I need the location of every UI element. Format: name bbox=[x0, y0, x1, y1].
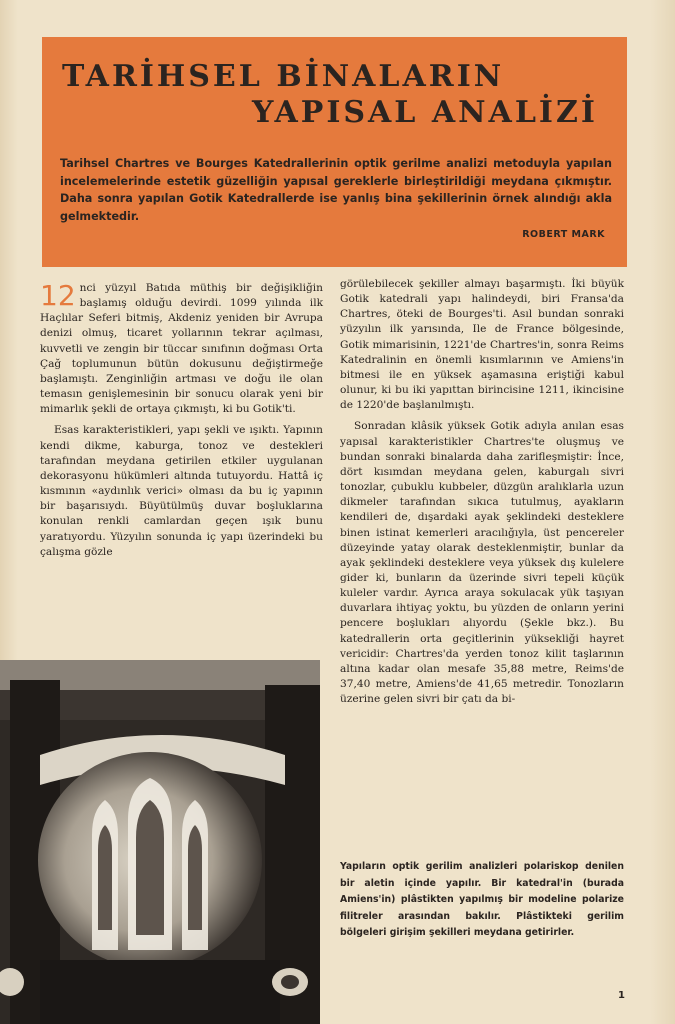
right-column bbox=[340, 277, 624, 707]
drop-cap: 12 bbox=[40, 279, 76, 312]
polariscope-photo-illustration bbox=[0, 660, 320, 1024]
article-title bbox=[42, 59, 627, 131]
author-name: ROBERT MARK bbox=[522, 229, 605, 240]
title-line-2: YAPISAL ANALİZİ bbox=[252, 95, 598, 130]
cathedral-model-photo bbox=[0, 660, 320, 1024]
article-intro: Tarihsel Chartres ve Bourges Katedrallerinin optik gerilme analizi metoduyla yapılan incelemelerinde estetik güzelliğin yapısal gereklerle birleştirildiği meydana çıkmıştır. Daha sonra yapılan Gotik Katedrallerde ise yanlış bina şekillerinin örnek alındığı akla gelmektedir. bbox=[60, 157, 612, 223]
page-number: 1 bbox=[618, 990, 625, 1001]
left-paragraph-2: Esas karakteristikleri, yapı şekli ve ışıktı. Yapının kendi dikme, kaburga, tonoz ve destekleri tarafından meydana getirilen etkiler uygulanan dekorasyonu hükümleri altında tutuyordu. Hattâ iç kısmının «aydınlık verici» olması da bu iç yapının bir başarısıydı. Büyütülmüş duvar boşluklarına konulan renkli camlardan geçen ışık bunu yaratıyordu. Yüzyılın sonunda iç yapı üzerindeki bu çalışma gözle bbox=[40, 424, 323, 558]
right-paragraph-1: görülebilecek şekiller almayı başarmıştı. İki büyük Gotik katedrali yapı halindeydi, biri Fransa'da Chartres, öteki de Bourges'ti. Asıl bundan sonraki yüzyılın ilk yarısında, Ile de France bölgesinde, Gotik mimarisinin, 1221'de Chartres'in, sonra Reims Katedralinin en önemli kısımlarının ve Amiens'in bitmesi ile en yüksek aşamasına eriştiği kabul olunur, ki bu iki yapıttan birincisine 1211, ikincisine de 1220'de başlanılmıştı. bbox=[340, 278, 624, 412]
photo-caption: Yapıların optik gerilim analizleri polariskop denilen bir aletin içinde yapılır. Bir katedral'in (burada Amiens'in) plâstikten yapılmış bir modeline polarize filitreler arasından bakılır. Plâstikteki gerilim bölgeleri girişim şekilleri meydana getirirler. bbox=[340, 861, 624, 938]
right-paragraph-2: Sonradan klâsik yüksek Gotik adıyla anılan esas yapısal karakteristikler Chartres'te oluşmuş ve bundan sonraki binalarda daha zarifleşmiştir: İnce, dört kısımdan meydana gelen, kaburgalı sivri tonozlar, çubuklu kubbeler, düzgün aralıklarla uzun dikmeler tarafından sıkıca tutulmuş, ayakların kendileri de, dışardaki ayak şeklindeki desteklere binen istinat kemerleri aracılığıyla, üst pencereler düzeyinde yatay olarak desteklenmiştir, bunlar da ayak şeklindeki desteklere veya yüksek dış kulelere gider ki, bunların da üzerinde sivri tepeli küçük kuleler vardır. Ayrıca araya sokulacak yük taşıyan duvarlara ihtiyaç yoktu, bu yüzden de onların yerini pencere boşlukları alıyordu (Şekle bkz.). Bu katedrallerin orta geçitlerinin yüksekliği hayret vericidir: Chartres'da yerden tonoz kilit taşlarının altına kadar olan mesafe 35,88 metre, Reims'de 37,40 metre, Amiens'de 41,65 metredir. Tonozların üzerine gelen sivri bir çatı da bi- bbox=[340, 420, 624, 706]
title-banner bbox=[42, 37, 627, 267]
title-line-1: TARİHSEL BİNALARIN bbox=[62, 59, 505, 94]
left-column bbox=[40, 281, 323, 560]
left-paragraph-1: nci yüzyıl Batıda müthiş bir değişikliğin başlamış olduğu devirdi. 1099 yılında ilk Haçlılar Seferi bitmiş, Akdeniz yeniden bir Avrupa denizi olmuş, ticaret yollarının tekrar açılması, kuvvetli ve zengin bir tüccar sınıfının doğması Orta Çağ toplumunun bütün dokusunu değiştirmeğe başlamıştı. Zenginliğin artması ve doğu ile olan temasın genişlemesinin bir sonucu olarak yeni bir mimarlık şekli de ortaya çıkmıştı, ki bu Gotik'ti. bbox=[40, 282, 323, 416]
